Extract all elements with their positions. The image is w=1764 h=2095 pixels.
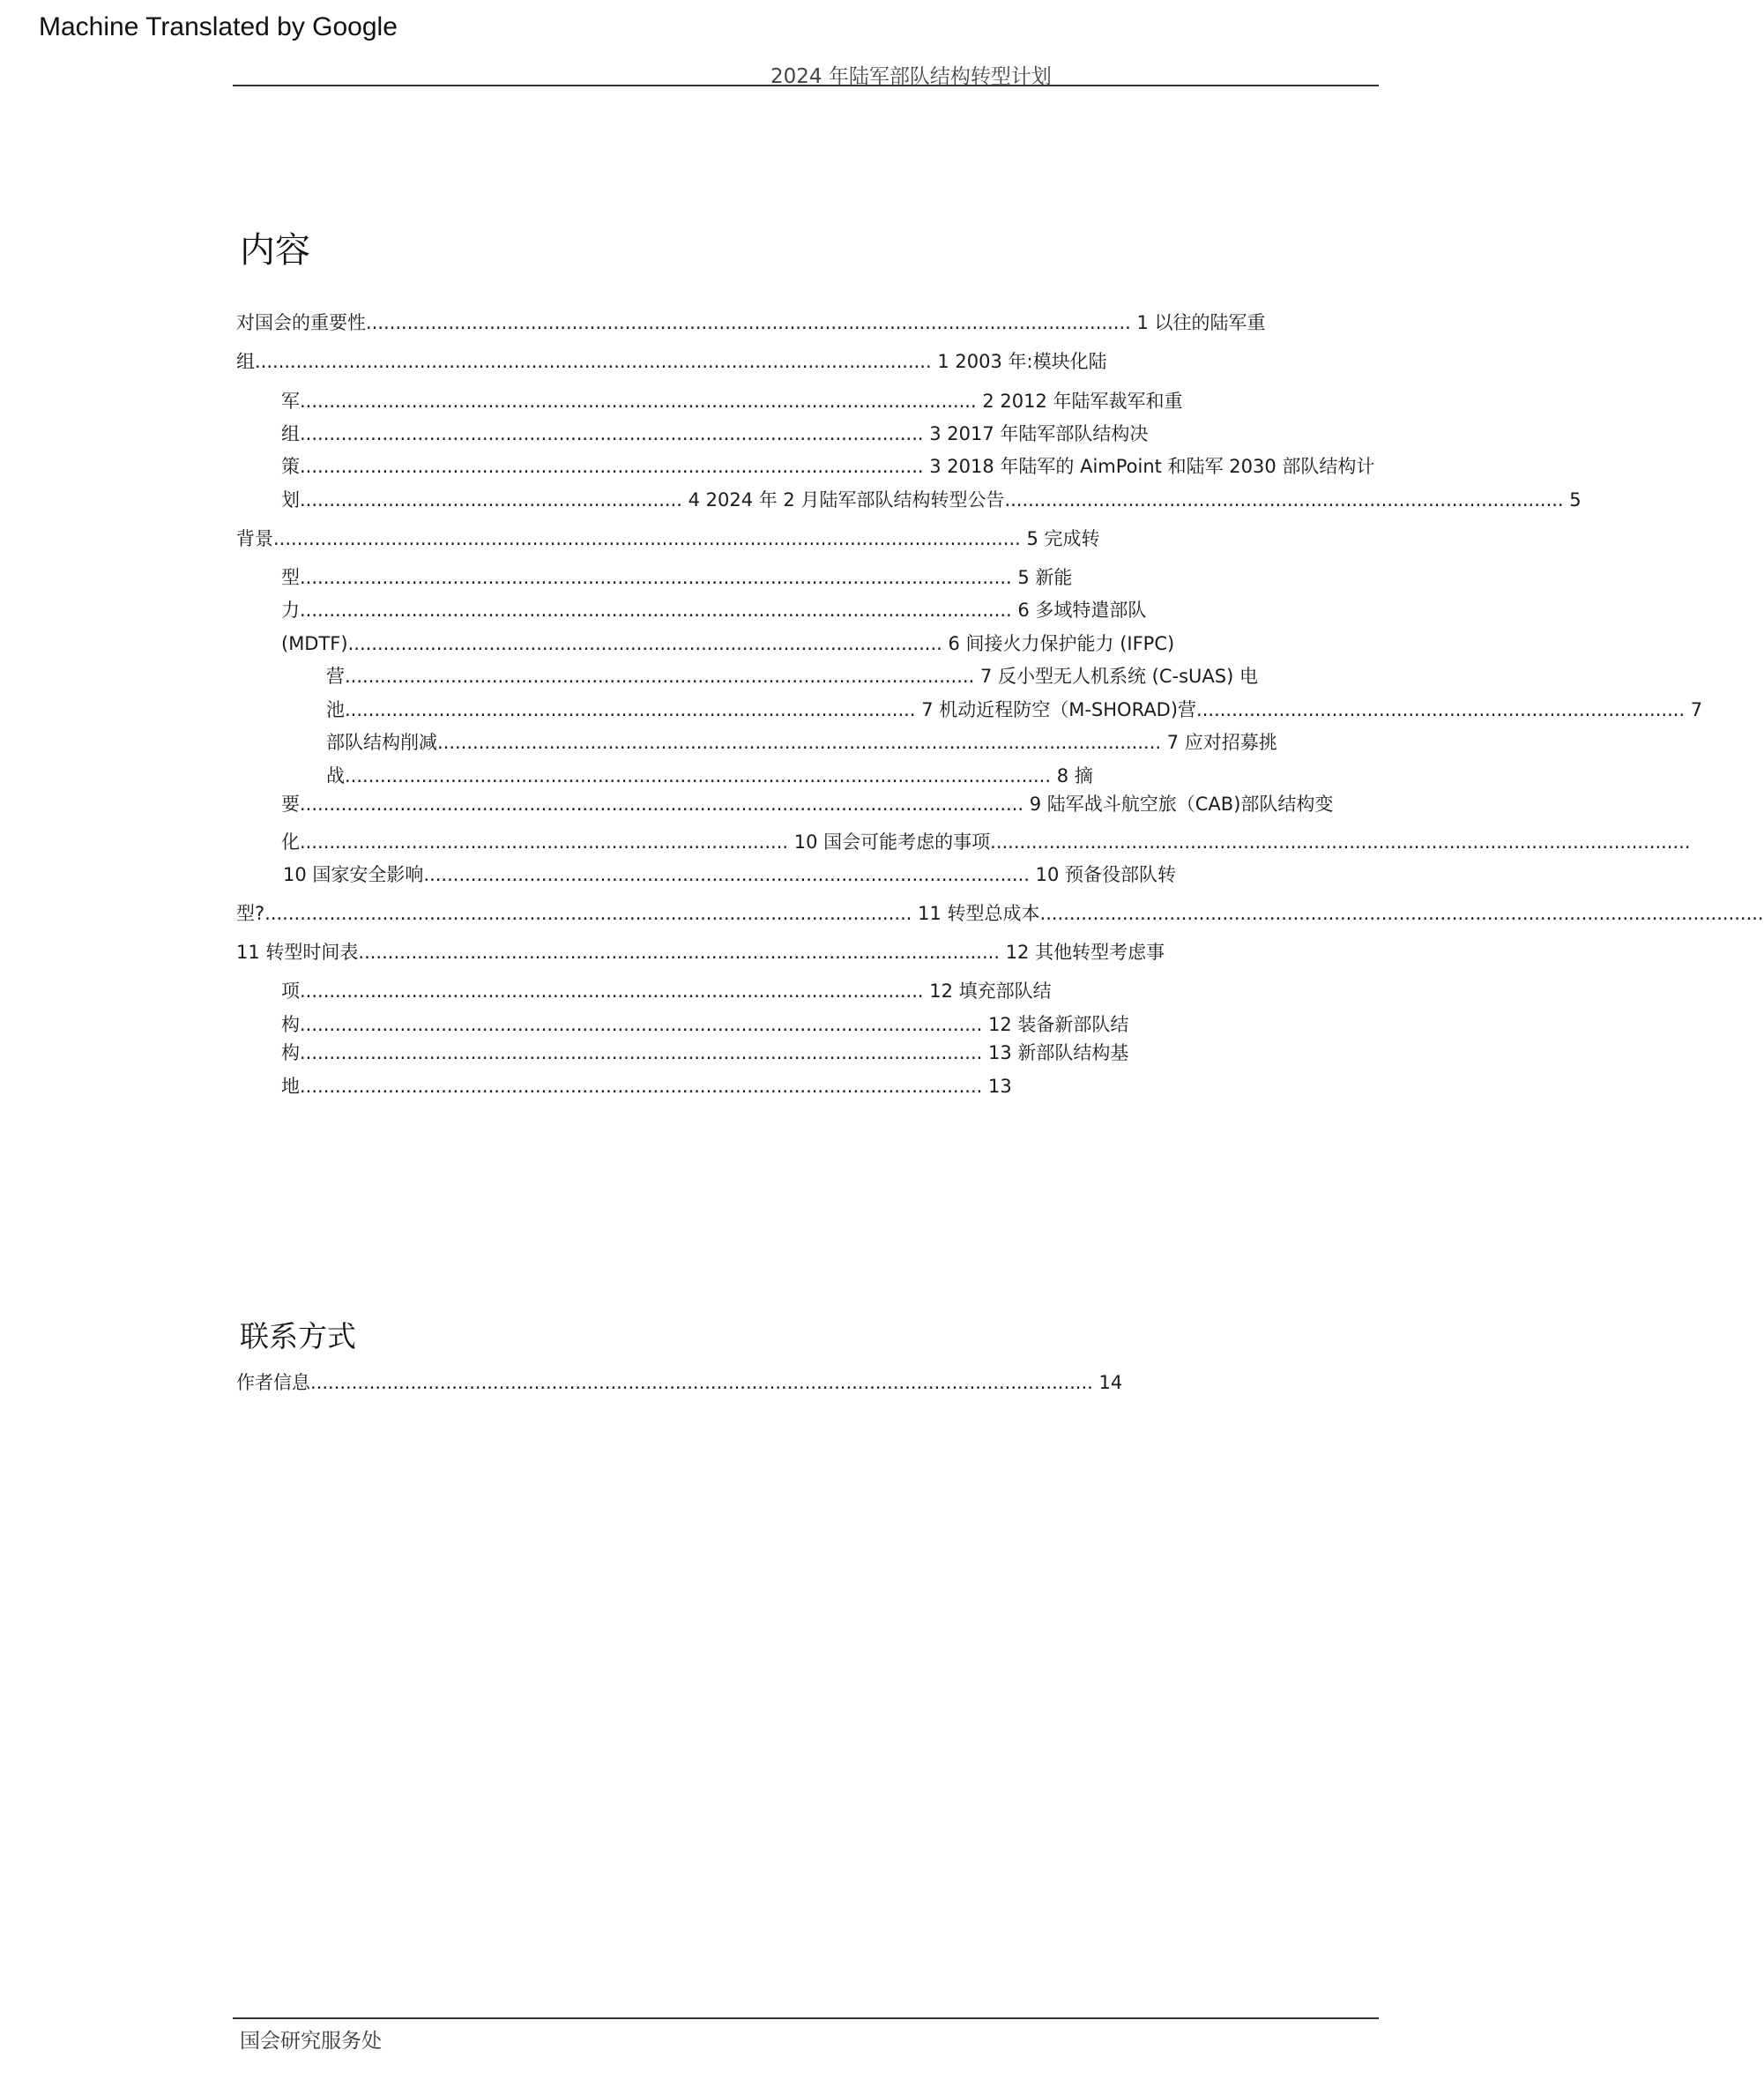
dot-leader: .......................................................................................................... bbox=[300, 456, 924, 477]
dot-leader: ................................................................................................................... bbox=[255, 351, 932, 372]
toc-entry[interactable]: 力......................................................................................................................... 6 多域特遣部队 bbox=[281, 600, 1147, 621]
dot-leader: ....................................................................................................... bbox=[423, 864, 1030, 885]
toc-entry[interactable]: 型......................................................................................................................... 5 新能 bbox=[281, 567, 1073, 588]
toc-entry[interactable]: 战........................................................................................................................ 8 摘 bbox=[326, 765, 1093, 787]
toc-entry[interactable]: 构.................................................................................................................... 13 新部队结构基 bbox=[281, 1042, 1129, 1063]
toc-entry[interactable]: 作者信息..................................................................................................................................... 14 bbox=[236, 1372, 1123, 1393]
dot-leader: ..................................................................................................................................... bbox=[310, 1372, 1093, 1393]
contacts-heading: 联系方式 bbox=[240, 1319, 356, 1353]
toc-entry[interactable]: 营........................................................................................................... 7 反小型无人机系统 (C-sUAS) 电 bbox=[326, 666, 1258, 687]
toc-entry[interactable]: 池................................................................................................. 7 机动近程防空（M-SHORAD)营................................................................................... 7 bbox=[326, 699, 1703, 720]
toc-entry[interactable]: (MDTF)..................................................................................................... 6 间接火力保护能力 (IFPC) bbox=[281, 633, 1175, 654]
dot-leader: ............................................................................................... bbox=[1004, 489, 1564, 511]
dot-leader: ....................................................................................................................... bbox=[990, 831, 1691, 853]
toc-entry[interactable]: 地.................................................................................................................... 13 bbox=[281, 1076, 1012, 1097]
dot-leader: ................................................................................................................... bbox=[300, 391, 977, 412]
toc-entry[interactable]: 化................................................................................... 10 国会可能考虑的事项....................................................................................................................... bbox=[281, 831, 1691, 853]
dot-leader: ............................................................................................................. bbox=[358, 942, 1001, 963]
dot-leader: .......................................................................................................... bbox=[300, 423, 924, 444]
dot-leader: .............................................................................................................. bbox=[264, 903, 912, 924]
dot-leader: ................................................................................... bbox=[300, 831, 789, 853]
dot-leader: ................................................................................................. bbox=[345, 699, 916, 720]
toc-entry[interactable]: 对国会的重要性.................................................................................................................................. 1 以往的陆军重 bbox=[236, 312, 1266, 333]
dot-leader: ........................................................................................................................... bbox=[1039, 903, 1764, 924]
dot-leader: ........................................................................................................... bbox=[345, 666, 975, 687]
dot-leader: ........................................................................................................................... bbox=[300, 794, 1024, 815]
toc-entry[interactable]: 11 转型时间表............................................................................................................. 12 其他转型考虑事 bbox=[236, 942, 1165, 963]
toc-entry[interactable]: 组.......................................................................................................... 3 2017 年陆军部队结构决 bbox=[281, 423, 1149, 444]
dot-leader: ......................................................................................................................... bbox=[300, 567, 1012, 588]
toc-entry[interactable]: 10 国家安全影响....................................................................................................... 10 预备役部队转 bbox=[283, 864, 1177, 885]
dot-leader: ............................................................................................................................... bbox=[273, 528, 1021, 549]
running-header-title: 2024 年陆军部队结构转型计划 bbox=[770, 65, 1052, 88]
toc-entry[interactable]: 军................................................................................................................... 2 2012 年陆军裁军和重 bbox=[281, 391, 1183, 412]
dot-leader: ........................................................................................................................ bbox=[345, 765, 1052, 787]
contents-heading: 内容 bbox=[240, 230, 310, 271]
dot-leader: ......................................................................................................................... bbox=[300, 600, 1012, 621]
machine-translation-banner: Machine Translated by Google bbox=[39, 12, 398, 41]
dot-leader: .................................................................................................................... bbox=[300, 1076, 983, 1097]
dot-leader: .................................................................................................................... bbox=[300, 1042, 983, 1063]
toc-entry[interactable]: 型?.............................................................................................................. 11 转型总成本........................................................................................................................... bbox=[236, 903, 1764, 924]
toc-entry[interactable]: 要........................................................................................................................... 9 陆军战斗航空旅（CAB)部队结构变 bbox=[281, 794, 1334, 815]
footer-text: 国会研究服务处 bbox=[240, 2030, 382, 2053]
dot-leader: ........................................................................................................................... bbox=[437, 732, 1162, 753]
toc-entry[interactable]: 组................................................................................................................... 1 2003 年:模块化陆 bbox=[236, 351, 1107, 372]
dot-leader: ..................................................................................................... bbox=[347, 633, 942, 654]
dot-leader: ................................................................................... bbox=[1196, 699, 1686, 720]
page-footer bbox=[233, 2017, 1379, 2054]
dot-leader: ................................................................. bbox=[300, 489, 682, 511]
toc-entry[interactable]: 构.................................................................................................................... 12 装备新部队结 bbox=[281, 1014, 1129, 1035]
dot-leader: .......................................................................................................... bbox=[300, 980, 924, 1002]
dot-leader: .................................................................................................................... bbox=[300, 1014, 983, 1035]
toc-entry[interactable]: 策.......................................................................................................... 3 2018 年陆军的 AimPoint 和陆军 2030 部队结构计 bbox=[281, 456, 1375, 477]
toc-entry[interactable]: 划................................................................. 4 2024 年 2 月陆军部队结构转型公告............................................................................................... 5 bbox=[281, 489, 1582, 511]
toc-entry[interactable]: 背景............................................................................................................................... 5 完成转 bbox=[236, 528, 1100, 549]
dot-leader: .................................................................................................................................. bbox=[366, 312, 1131, 333]
running-header bbox=[233, 56, 1379, 86]
toc-entry[interactable]: 项.......................................................................................................... 12 填充部队结 bbox=[281, 980, 1052, 1002]
toc-entry[interactable]: 部队结构削减........................................................................................................................... 7 应对招募挑 bbox=[326, 732, 1277, 753]
